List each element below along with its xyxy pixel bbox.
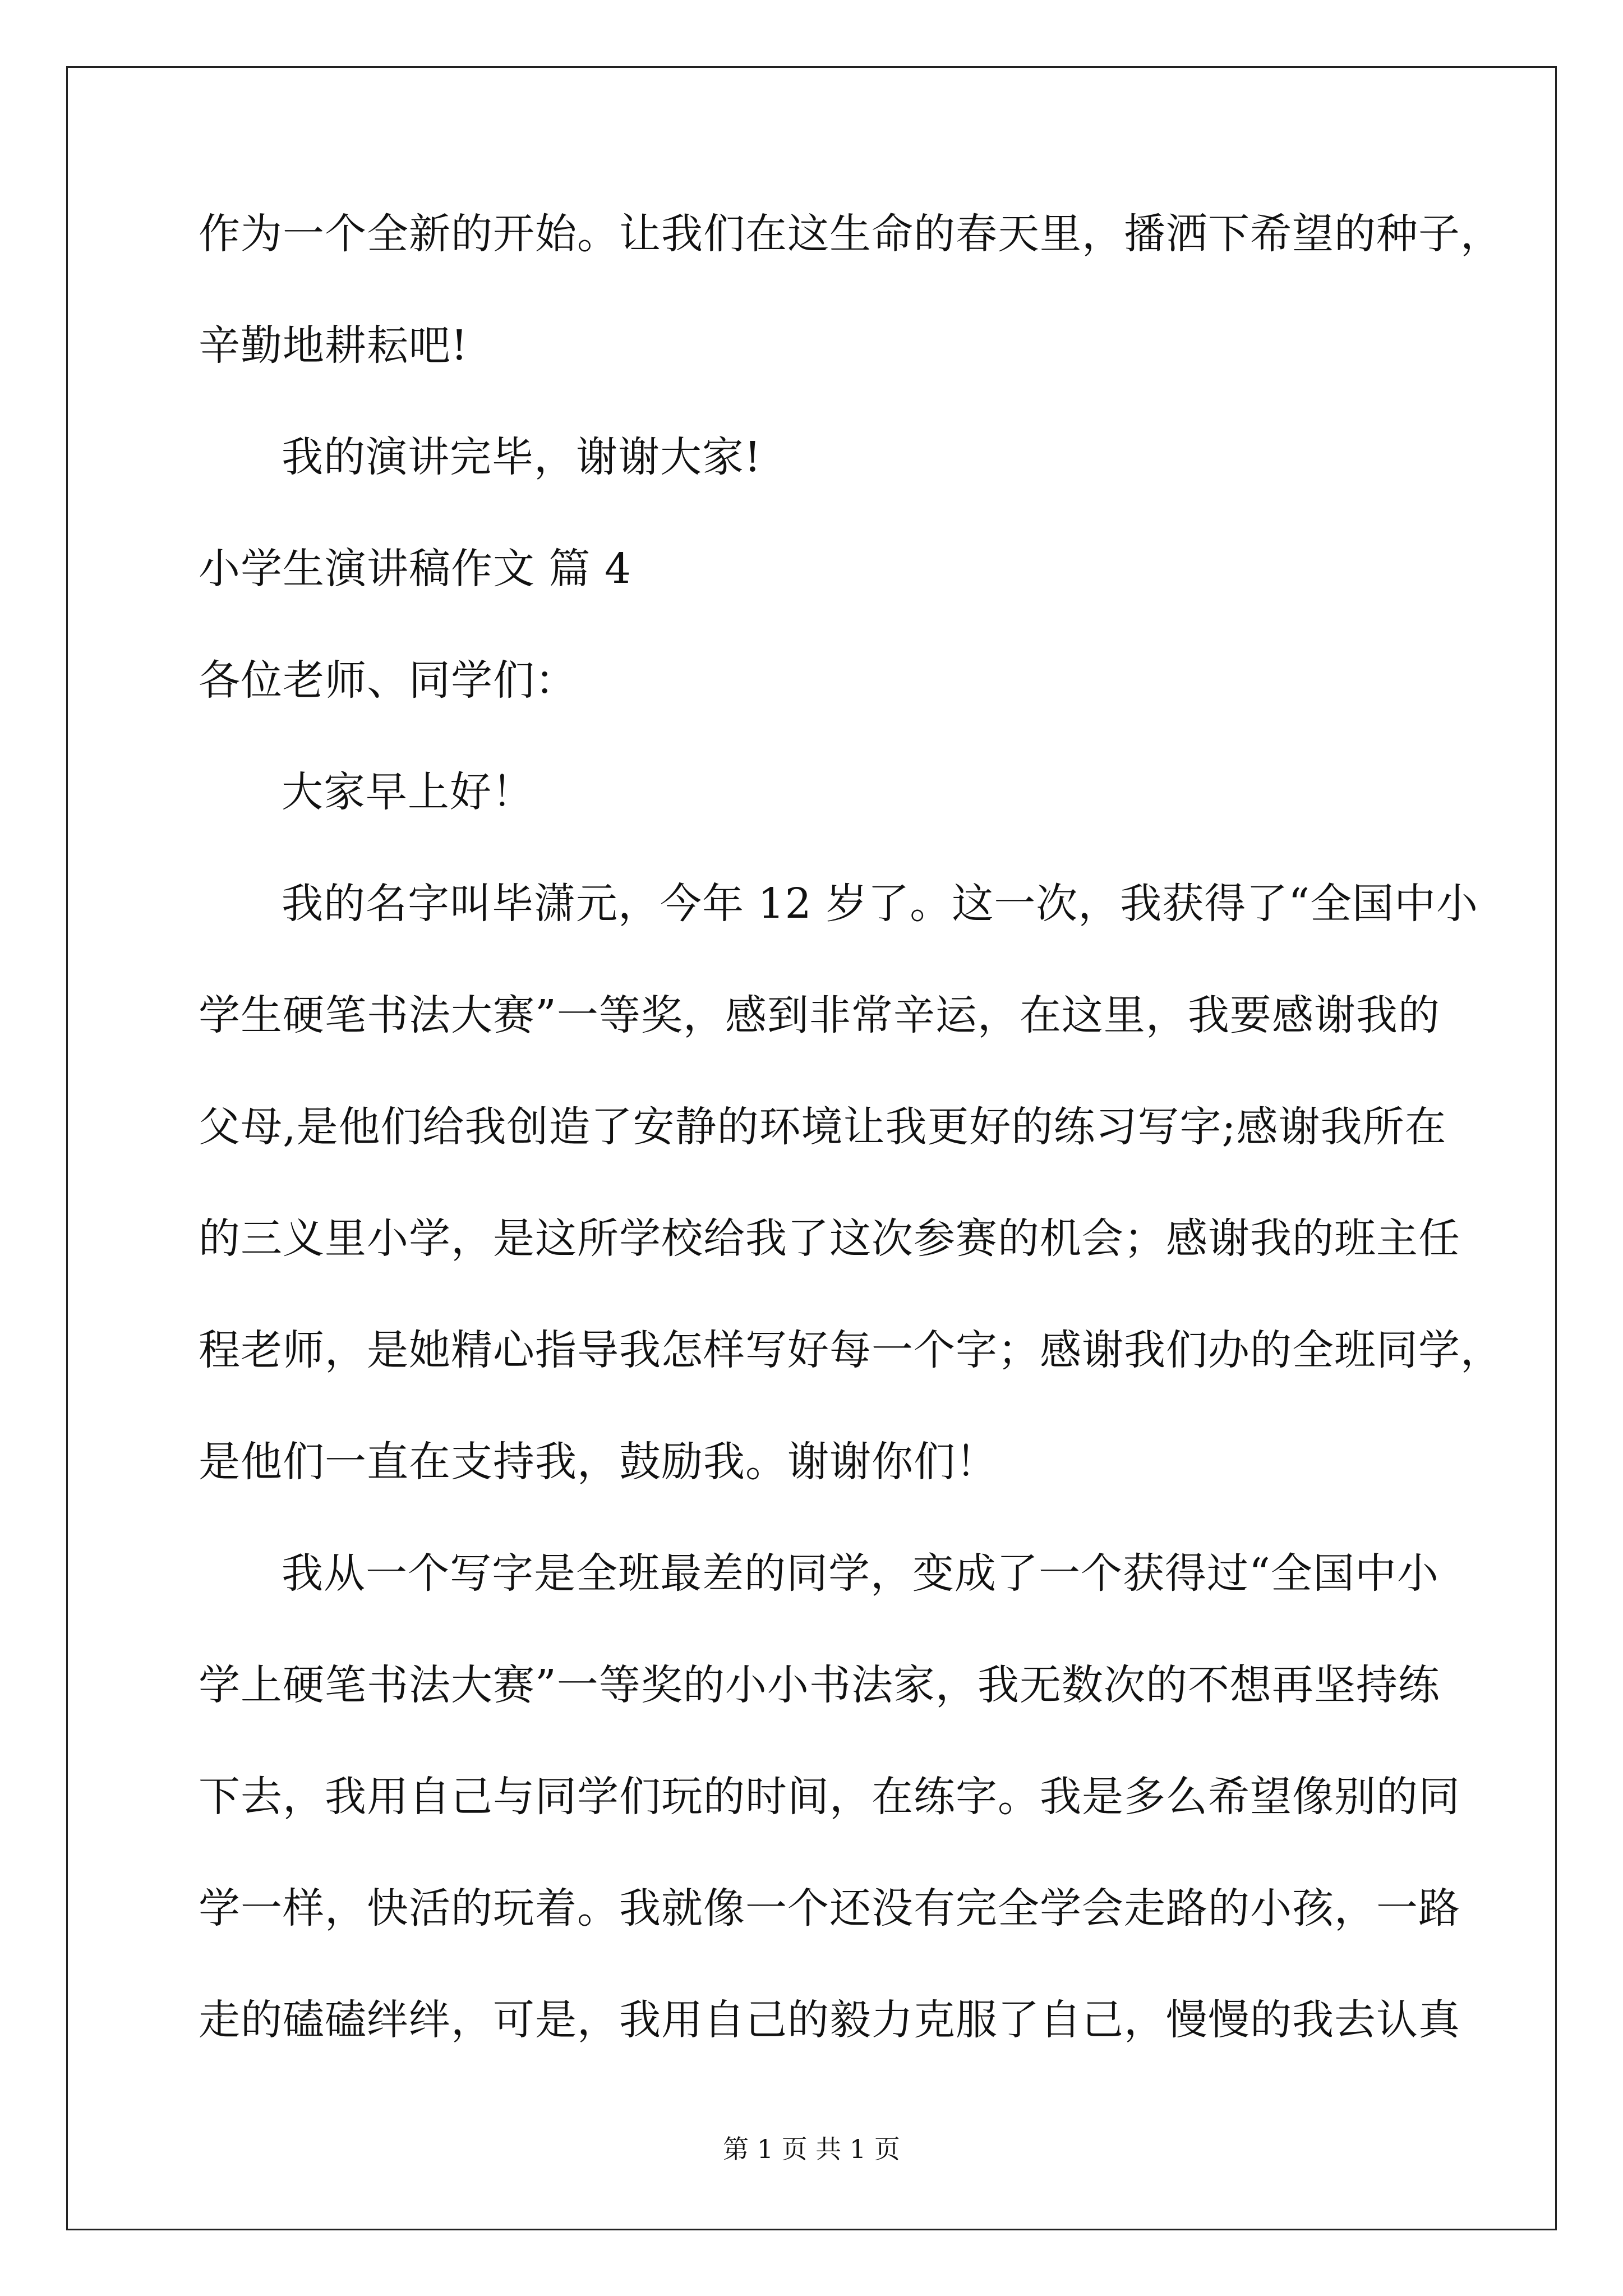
text-line: 我的演讲完毕，谢谢大家! xyxy=(282,433,762,481)
text-line: 我从一个写字是全班最差的同学，变成了一个获得过“全国中小 xyxy=(282,1549,1439,1598)
text-line: 作为一个全新的开始。让我们在这生命的春天里，播洒下希望的种子， xyxy=(199,210,1502,258)
salutation: 各位老师、同学们： xyxy=(199,656,577,705)
text-line: 下去，我用自己与同学们玩的时间，在练字。我是多么希望像别的同 xyxy=(199,1773,1460,1821)
greeting: 大家早上好！ xyxy=(282,768,534,816)
page-footer: 第 1 页 共 1 页 xyxy=(723,2134,900,2164)
text-line: 辛勤地耕耘吧! xyxy=(199,321,468,370)
text-line: 父母,是他们给我创造了安静的环境让我更好的练习写字;感谢我所在 xyxy=(199,1103,1447,1151)
document-body xyxy=(199,210,1502,2111)
text-line: 学上硬笔书法大赛”一等奖的小小书法家，我无数次的不想再坚持练 xyxy=(199,1661,1440,1709)
text-line: 学一样，快活的玩着。我就像一个还没有完全学会走路的小孩，一路 xyxy=(199,1884,1460,1932)
text-line: 程老师，是她精心指导我怎样写好每一个字；感谢我们办的全班同学， xyxy=(199,1326,1502,1374)
text-line: 的三义里小学，是这所学校给我了这次参赛的机会；感谢我的班主任 xyxy=(199,1214,1460,1263)
text-line: 我的名字叫毕潇元，今年 12 岁了。这一次，我获得了“全国中小 xyxy=(282,880,1479,928)
section-heading: 小学生演讲稿作文 篇 4 xyxy=(199,545,632,593)
text-line: 是他们一直在支持我，鼓励我。谢谢你们！ xyxy=(199,1438,998,1486)
text-line: 走的磕磕绊绊，可是，我用自己的毅力克服了自己，慢慢的我去认真 xyxy=(199,1996,1460,2044)
text-line: 学生硬笔书法大赛”一等奖，感到非常辛运，在这里，我要感谢我的 xyxy=(199,991,1440,1039)
